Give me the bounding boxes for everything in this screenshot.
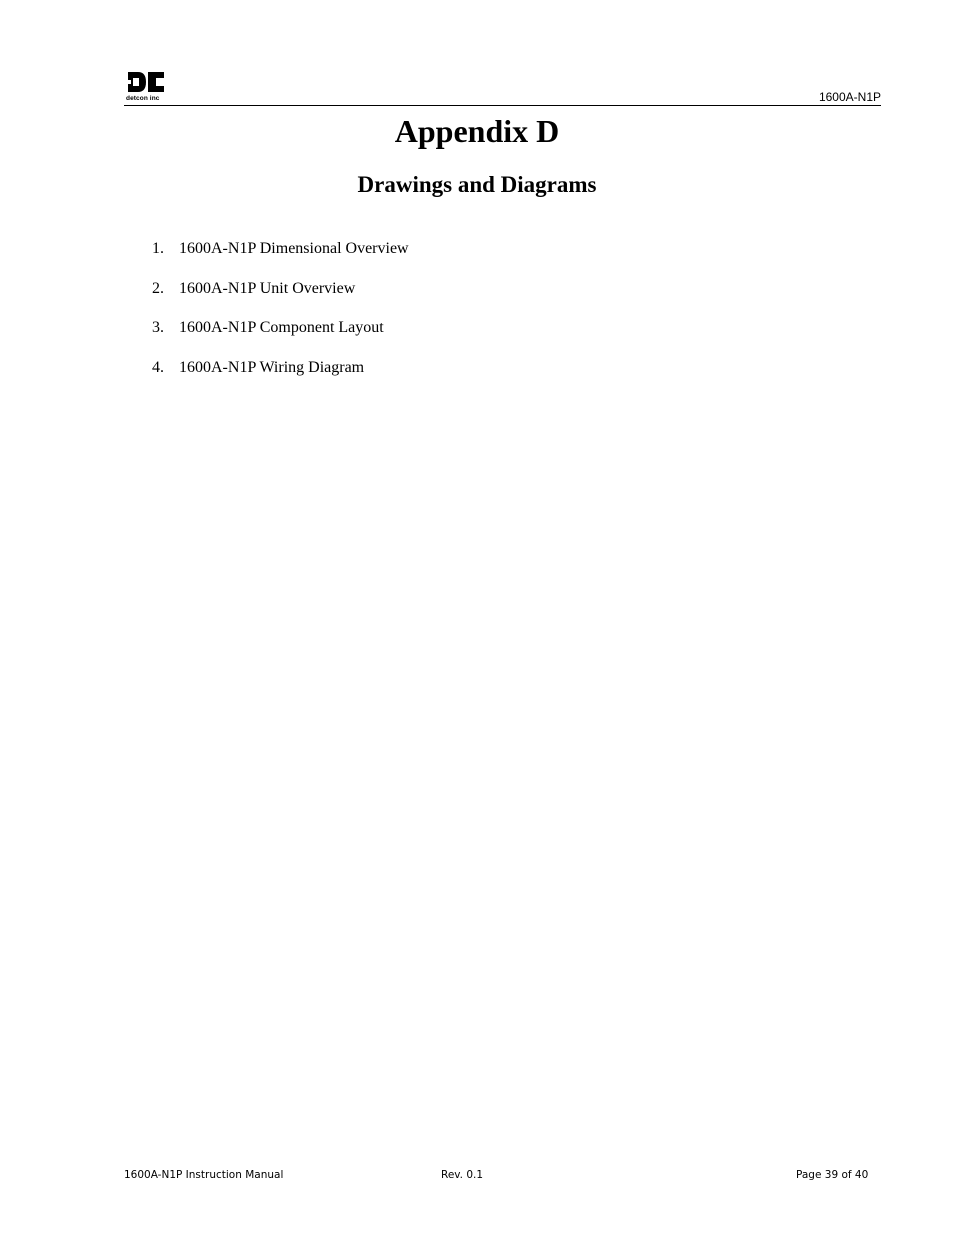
list-item-label: 1600A-N1P Unit Overview bbox=[179, 279, 356, 297]
header-doc-id: 1600A-N1P bbox=[818, 90, 881, 104]
list-item bbox=[152, 359, 409, 399]
page-header bbox=[124, 70, 881, 106]
list-item bbox=[152, 240, 409, 280]
list-item bbox=[152, 280, 409, 320]
detcon-logo-icon bbox=[124, 70, 168, 94]
page-title: Appendix D bbox=[394, 113, 560, 149]
list-item-label: 1600A-N1P Component Layout bbox=[179, 319, 384, 336]
detcon-logo bbox=[124, 70, 168, 104]
footer-revision: Rev. 0.1 bbox=[441, 1169, 484, 1181]
list-item-label: 1600A-N1P Dimensional Overview bbox=[179, 240, 409, 257]
footer-page-number: Page 39 of 40 bbox=[796, 1169, 869, 1181]
list-item-label: 1600A-N1P Wiring Diagram bbox=[179, 358, 365, 376]
page-subtitle: Drawings and Diagrams bbox=[357, 172, 597, 197]
logo-text: detcon inc bbox=[126, 95, 160, 102]
list-item-number: 1. bbox=[152, 240, 164, 257]
drawings-list bbox=[152, 240, 409, 398]
list-item-number: 2. bbox=[152, 279, 164, 297]
list-item bbox=[152, 319, 409, 359]
list-item-number: 3. bbox=[152, 319, 164, 336]
list-item-number: 4. bbox=[152, 358, 164, 376]
footer-manual-title: 1600A-N1P Instruction Manual bbox=[124, 1169, 284, 1181]
